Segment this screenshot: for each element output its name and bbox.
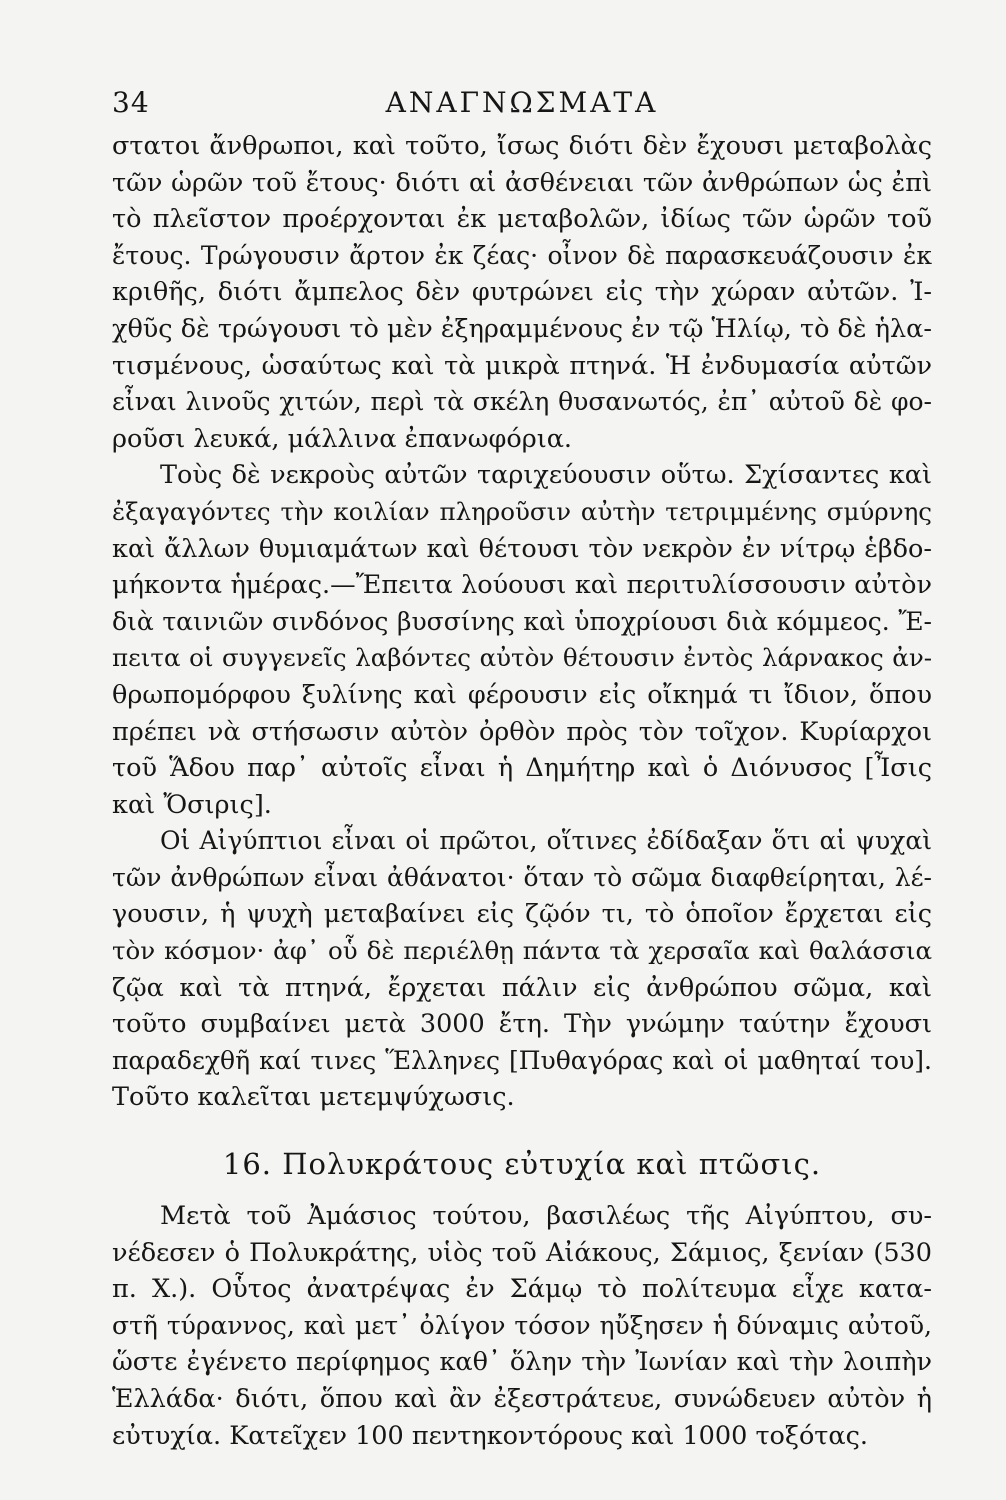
text-line: πρέπει νὰ στήσωσιν αὐτὸν ὀρθὸν πρὸς τὸν τοῖχον. Κυρίαρχοι bbox=[112, 716, 932, 747]
text-line: γουσιν, ἡ ψυχὴ μεταβαίνει εἰς ζῷόν τι, τὸ ὁποῖον ἔρχεται εἰς bbox=[112, 899, 932, 930]
text-line: πειτα οἱ συγγενεῖς λαβόντες αὐτὸν θέτουσιν ἐντὸς λάρνακος ἀν- bbox=[112, 643, 932, 673]
text-line: κριθῆς, διότι ἄμπελος δὲν φυτρώνει εἰς τὴν χώραν αὐτῶν. Ἰ- bbox=[112, 277, 932, 308]
text-line: ἐξαγαγόντες τὴν κοιλίαν πληροῦσιν αὐτὴν τετριμμένης σμύρνης bbox=[112, 496, 932, 526]
text-line: καὶ Ὄσιρις]. bbox=[112, 789, 272, 820]
text-line: ὥστε ἐγένετο περίφημος καθ᾽ ὅλην τὴν Ἰωνίαν καὶ τὴν λοιπὴν bbox=[112, 1347, 932, 1378]
text-line: τῶν ἀνθρώπων εἶναι ἀθάνατοι· ὅταν τὸ σῶμα διαφθείρηται, λέ- bbox=[112, 862, 932, 892]
text-line: τοῦτο συμβαίνει μετὰ 3000 ἔτη. Τὴν γνώμην ταύτην ἔχουσι bbox=[112, 1009, 932, 1040]
text-line: τὸν κόσμον· ἀφ᾽ οὗ δὲ περιέλθῃ πάντα τὰ χερσαῖα καὶ θαλάσσια bbox=[112, 936, 932, 966]
body-text bbox=[112, 128, 932, 1116]
text-line: π. Χ.). Οὗτος ἀνατρέψας ἐν Σάμῳ τὸ πολίτευμα εἶχε κατα- bbox=[112, 1274, 932, 1305]
text-line: εἶναι λινοῦς χιτών, περὶ τὰ σκέλη θυσανωτός, ἐπ᾽ αὐτοῦ δὲ φο- bbox=[112, 387, 932, 417]
paragraph-start-line: Μετὰ τοῦ Ἀμάσιος τούτου, βασιλέως τῆς Αἰγύπτου, συ- bbox=[160, 1201, 932, 1231]
paragraph-start-line: Τοὺς δὲ νεκροὺς αὐτῶν ταριχεύουσιν οὕτω. Σχίσαντες καὶ bbox=[160, 460, 932, 491]
text-line: Ἑλλάδα· διότι, ὅπου καὶ ἂν ἐξεστράτευε, συνώδευεν αὐτὸν ἡ bbox=[112, 1383, 932, 1414]
text-line: στῆ τύραννος, καὶ μετ᾽ ὀλίγον τόσον ηὔξησεν ἡ δύναμις αὐτοῦ, bbox=[112, 1310, 932, 1340]
text-line: χθῦς δὲ τρώγουσι τὸ μὲν ἐξηραμμένους ἐν τῷ Ἡλίῳ, τὸ δὲ ἡλα- bbox=[112, 313, 932, 344]
paragraph-start-line: Οἱ Αἰγύπτιοι εἶναι οἱ πρῶτοι, οἵτινες ἐδίδαξαν ὅτι αἱ ψυχαὶ bbox=[160, 826, 932, 856]
text-line: παραδεχθῆ καί τινες Ἕλληνες [Πυθαγόρας καὶ οἱ μαθηταί του]. bbox=[112, 1045, 932, 1075]
text-line: τοῦ Ἅδου παρ᾽ αὐτοῖς εἶναι ἡ Δημήτηρ καὶ ὁ Διόνυσος [Ἶσις bbox=[112, 753, 932, 784]
section-text bbox=[112, 1198, 932, 1454]
text-line: στατοι ἄνθρωποι, καὶ τοῦτο, ἴσως διότι δὲν ἔχουσι μεταβολὰς bbox=[112, 131, 932, 161]
section-heading: 16. Πολυκράτους εὐτυχία καὶ πτῶσις. bbox=[222, 1147, 822, 1181]
text-line: θρωπομόρφου ξυλίνης καὶ φέρουσιν εἰς οἴκημά τι ἴδιον, ὅπου bbox=[112, 679, 932, 710]
text-line: καὶ ἄλλων θυμιαμάτων καὶ θέτουσι τὸν νεκρὸν ἐν νίτρῳ ἑβδο- bbox=[112, 533, 932, 564]
text-line: εὐτυχία. Κατεῖχεν 100 πεντηκοντόρους καὶ 1000 τοξότας. bbox=[112, 1420, 869, 1451]
running-head bbox=[112, 86, 932, 126]
text-line: ζῷα καὶ τὰ πτηνά, ἔρχεται πάλιν εἰς ἀνθρώπου σῶμα, καὶ bbox=[112, 972, 932, 1003]
text-line: νέδεσεν ὁ Πολυκράτης, υἱὸς τοῦ Αἰάκους, Σάμιος, ξενίαν (530 bbox=[112, 1237, 932, 1268]
text-line: τισμένους, ὡσαύτως καὶ τὰ μικρὰ πτηνά. Ἡ ἐνδυμασία αὐτῶν bbox=[112, 350, 932, 381]
text-line: διὰ ταινιῶν σινδόνος βυσσίνης καὶ ὑποχρίουσι διὰ κόμμεος. Ἔ- bbox=[112, 606, 932, 636]
text-line: τὸ πλεῖστον προέρχονται ἐκ μεταβολῶν, ἰδίως τῶν ὡρῶν τοῦ bbox=[112, 204, 932, 235]
text-line: ἔτους. Τρώγουσιν ἄρτον ἐκ ζέας· οἶνον δὲ παρασκευάζουσιν ἐκ bbox=[112, 240, 932, 270]
running-title: ΑΝΑΓΝΩΣΜΑΤΑ bbox=[385, 86, 659, 119]
text-line: μήκοντα ἡμέρας.—Ἔπειτα λούουσι καὶ περιτυλίσσουσιν αὐτὸν bbox=[112, 570, 932, 601]
text-line: τῶν ὡρῶν τοῦ ἔτους· διότι αἱ ἀσθένειαι τῶν ἀνθρώπων ὡς ἐπὶ bbox=[112, 167, 932, 198]
text-line: ροῦσι λευκά, μάλλινα ἐπανωφόρια. bbox=[112, 423, 573, 454]
text-line: Τοῦτο καλεῖται μετεμψύχωσις. bbox=[112, 1082, 515, 1113]
page-number: 34 bbox=[112, 86, 150, 119]
